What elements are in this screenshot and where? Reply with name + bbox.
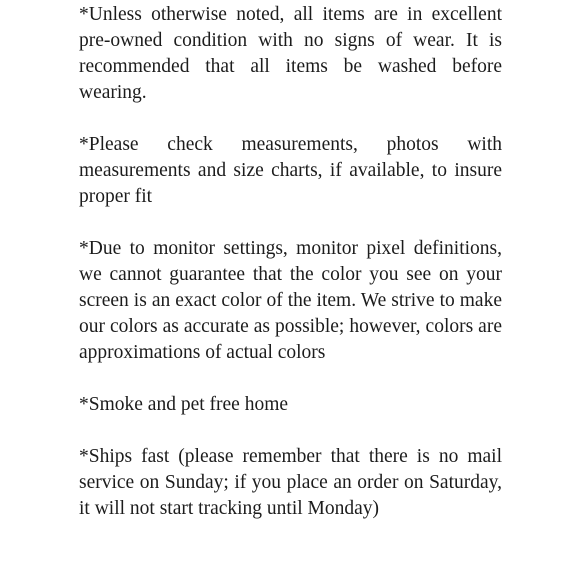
color-disclaimer-note: *Due to monitor settings, monitor pixel definitions, we cannot guarantee that the color you see on your screen is an exact color of the item. We strive to make our colors as accurate as possible; however, colors are approximations of actual colors bbox=[79, 238, 502, 363]
measurements-note: *Please check measurements, photos with measurements and size charts, if available, to insure proper fit bbox=[79, 134, 502, 207]
shipping-note: *Ships fast (please remember that there is no mail service on Sunday; if you place an order on Saturday, it will not start tracking until Monday) bbox=[79, 446, 502, 519]
smoke-pet-free-note: *Smoke and pet free home bbox=[79, 394, 289, 415]
condition-note: *Unless otherwise noted, all items are in excellent pre-owned condition with no signs of wear. It is recommended that all items be washed before wearing. bbox=[79, 4, 502, 103]
